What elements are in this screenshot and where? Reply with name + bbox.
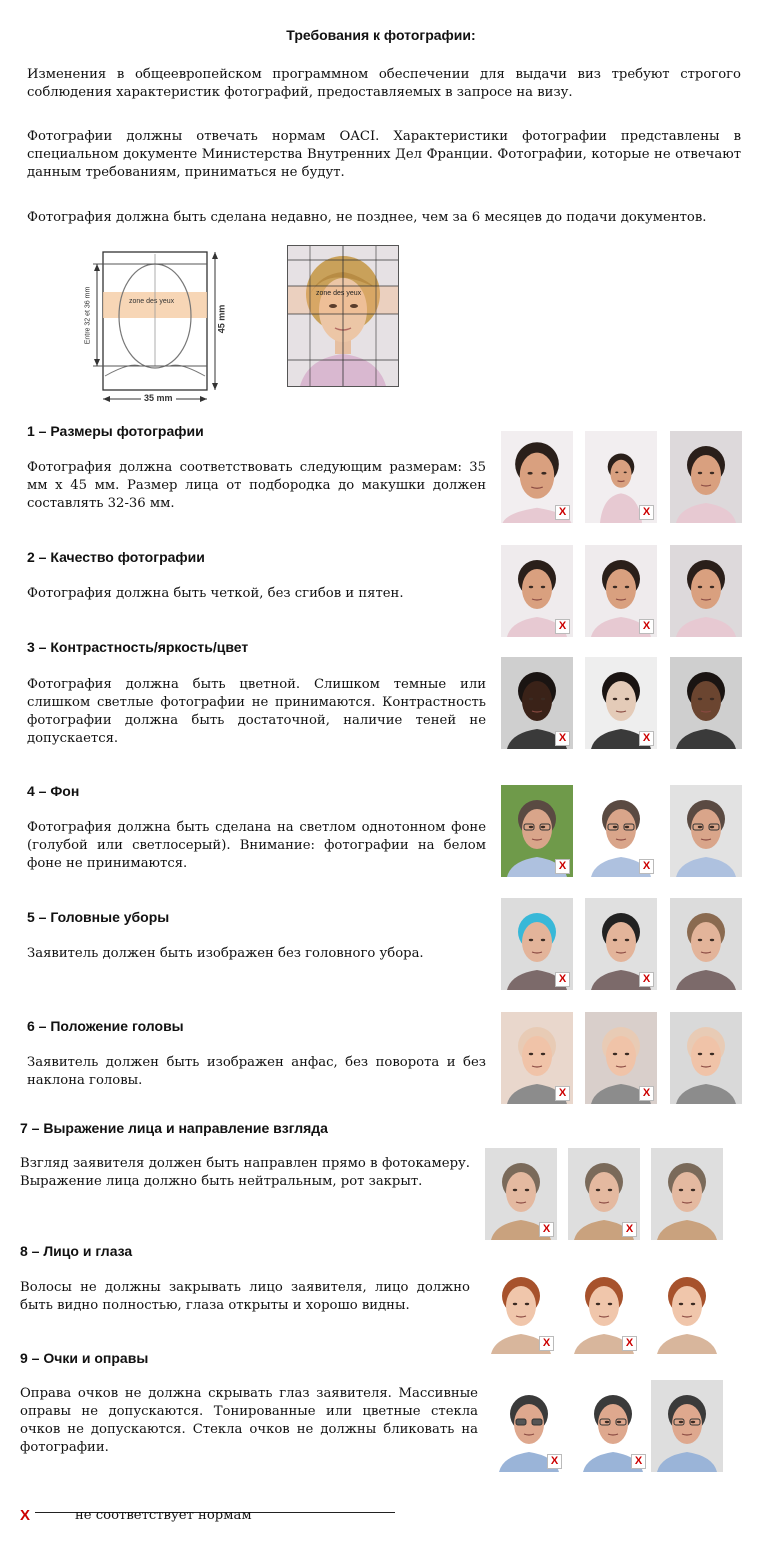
height-label: 45 mm: [216, 304, 227, 334]
eye-zone-label: zone des yeux: [129, 298, 175, 305]
size-diagram: [85, 244, 235, 409]
reject-mark-icon: X: [539, 1222, 554, 1237]
example-photo-s6-3: [670, 1012, 742, 1104]
reject-mark-icon: X: [622, 1222, 637, 1237]
section-8-heading: 8 – Лицо и глаза: [20, 1243, 133, 1259]
reject-mark-icon: X: [555, 859, 570, 874]
example-photo-s3-2: [585, 657, 657, 749]
section-4-text: Фотография должна быть сделана на светлом однотонном фоне (голубой или светлосерый). Внимание: фотографии на белом фоне не принимаются.: [27, 820, 486, 871]
example-photo-s8-1: [485, 1262, 557, 1354]
example-photo-s9-2: [577, 1380, 649, 1472]
reject-mark-icon: X: [631, 1454, 646, 1469]
photo-eye-zone-label: zone des yeux: [316, 290, 362, 297]
face-range-label: Entre 32 et 36 mm: [84, 286, 92, 345]
example-photo-s7-1: [485, 1148, 557, 1240]
section-6-text: Заявитель должен быть изображен анфас, без поворота и без наклона головы.: [27, 1055, 486, 1088]
example-photo-s3-1: [501, 657, 573, 749]
section-1-heading: 1 – Размеры фотографии: [27, 423, 204, 439]
example-photo-s4-3: [670, 785, 742, 877]
section-9-text: Оправа очков не должна скрывать глаз заявителя. Массивные оправы не допускаются. Тонированные или цветные стекла очков не допускаются. Стекла очков не должны бликовать на фотографии.: [20, 1386, 478, 1455]
page-title: Требования к фотографии:: [286, 27, 476, 43]
example-photo-s1-1: [501, 431, 573, 523]
section-5-text: Заявитель должен быть изображен без головного убора.: [27, 946, 424, 961]
example-photo-s5-3: [670, 898, 742, 990]
reject-mark-icon: X: [639, 859, 654, 874]
intro-paragraph-3: Фотография должна быть сделана недавно, не позднее, чем за 6 месяцев до подачи документов.: [27, 210, 707, 225]
example-photo-s6-2: [585, 1012, 657, 1104]
section-2-text: Фотография должна быть четкой, без сгибов и пятен.: [27, 586, 404, 601]
reject-mark-icon: X: [539, 1336, 554, 1351]
reject-mark-icon: X: [639, 505, 654, 520]
example-photo-s1-2: [585, 431, 657, 523]
reject-mark-icon: X: [639, 972, 654, 987]
example-photo-s8-3: [651, 1262, 723, 1354]
example-photo-s6-1: [501, 1012, 573, 1104]
reject-mark-icon: X: [555, 731, 570, 746]
example-photo-s9-3: [651, 1380, 723, 1472]
reject-mark-icon: X: [555, 505, 570, 520]
example-photo-s2-1: [501, 545, 573, 637]
section-8-text: Волосы не должны закрывать лицо заявителя, лицо должно быть видно полностью, глаза открыты и хорошо видны.: [20, 1280, 470, 1313]
reject-mark-icon: X: [622, 1336, 637, 1351]
reject-mark-icon: X: [547, 1454, 562, 1469]
example-photo-s2-2: [585, 545, 657, 637]
section-3-text: Фотография должна быть цветной. Слишком темные или слишком светлые фотографии не принимаются. Контрастность фотографии должна быть достаточной, наличие теней не допускается.: [27, 677, 486, 746]
example-photo-s1-3: [670, 431, 742, 523]
example-photo-s7-3: [651, 1148, 723, 1240]
reject-mark-icon: X: [639, 619, 654, 634]
intro-paragraph-1: Изменения в общеевропейском программном обеспечении для выдачи виз требуют строгого соблюдения характеристик фотографий, предоставляемых в запросе на визу.: [27, 67, 741, 100]
reject-mark-icon: X: [555, 972, 570, 987]
example-photo-s4-2: [585, 785, 657, 877]
section-2-heading: 2 – Качество фотографии: [27, 549, 205, 565]
section-7-text: Взгляд заявителя должен быть направлен прямо в фотокамеру. Выражение лица должно быть нейтральным, рот закрыт.: [20, 1156, 470, 1189]
width-label: 35 mm: [141, 393, 176, 403]
example-photo-s8-2: [568, 1262, 640, 1354]
reject-mark-icon: X: [20, 1507, 31, 1524]
example-photo-s4-1: [501, 785, 573, 877]
example-photo-s9-1: [493, 1380, 565, 1472]
legend-text: не соответствует нормам: [75, 1508, 252, 1523]
example-photo-s2-3: [670, 545, 742, 637]
reject-mark-icon: X: [555, 1086, 570, 1101]
section-9-heading: 9 – Очки и оправы: [20, 1350, 149, 1366]
intro-paragraph-2: Фотографии должны отвечать нормам OACI. Характеристики фотографии представлены в специальном документе Министерства Внутренних Дел Франции. Фотографии, которые не отвечают данным требованиям, приниматься не будут.: [27, 129, 741, 180]
section-1-text: Фотография должна соответствовать следующим размерам: 35 мм х 45 мм. Размер лица от подбородка до макушки должен составлять 32-36 мм.: [27, 460, 486, 511]
section-3-heading: 3 – Контрастность/яркость/цвет: [27, 639, 249, 655]
section-4-heading: 4 – Фон: [27, 783, 80, 799]
reject-mark-icon: X: [639, 731, 654, 746]
section-6-heading: 6 – Положение головы: [27, 1018, 184, 1034]
section-7-heading: 7 – Выражение лица и направление взгляда: [20, 1120, 328, 1136]
reject-mark-icon: X: [639, 1086, 654, 1101]
example-photo-s3-3: [670, 657, 742, 749]
reject-mark-icon: X: [555, 619, 570, 634]
section-5-heading: 5 – Головные уборы: [27, 909, 170, 925]
example-photo-s5-2: [585, 898, 657, 990]
example-photo: [287, 245, 399, 387]
example-photo-s5-1: [501, 898, 573, 990]
example-photo-s7-2: [568, 1148, 640, 1240]
